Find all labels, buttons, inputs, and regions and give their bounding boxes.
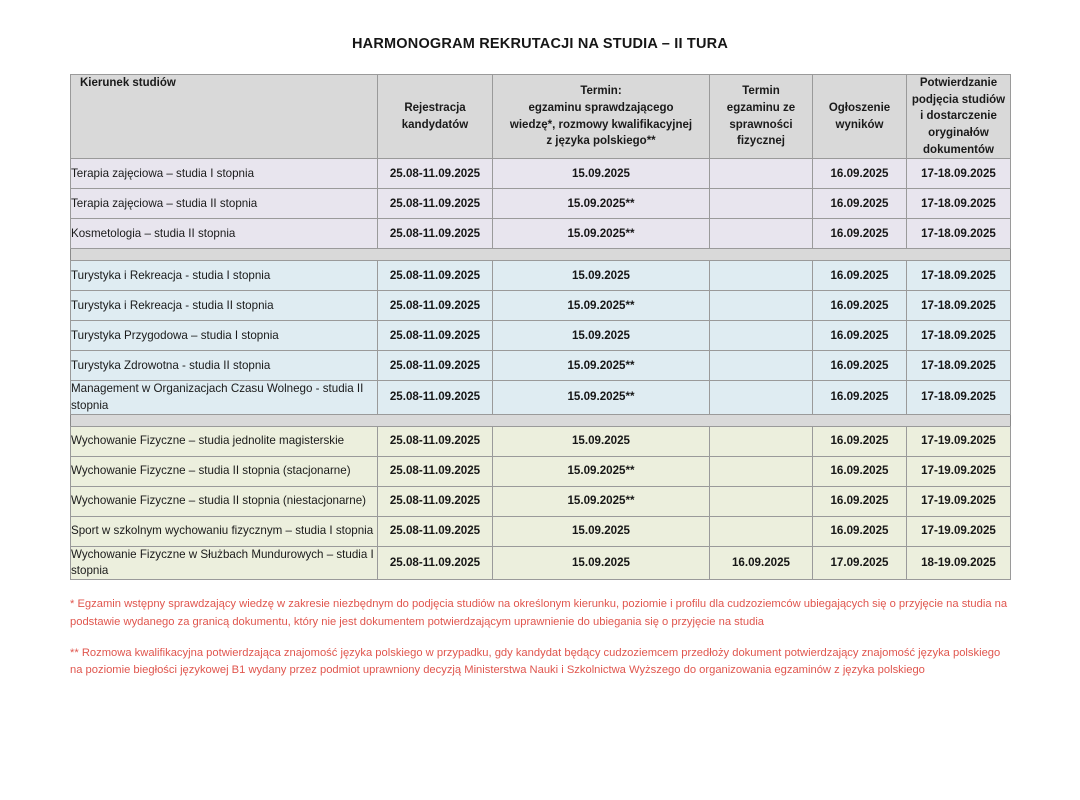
registration-dates: 25.08-11.09.2025 — [378, 516, 493, 546]
registration-dates: 25.08-11.09.2025 — [378, 456, 493, 486]
header-line: oryginałów — [928, 127, 989, 140]
confirmation-dates: 17-19.09.2025 — [907, 516, 1011, 546]
header-line: z języka polskiego** — [546, 135, 656, 148]
confirmation-dates: 18-19.09.2025 — [907, 546, 1011, 579]
table-row — [71, 381, 1011, 414]
header-line: Ogłoszenie — [828, 102, 891, 114]
confirmation-dates: 17-18.09.2025 — [907, 261, 1011, 291]
table-row — [71, 159, 1011, 189]
header-line: wyników — [835, 118, 884, 131]
results-date: 16.09.2025 — [813, 456, 907, 486]
group-separator-cell — [71, 414, 1011, 426]
exam-date: 15.09.2025 — [493, 261, 710, 291]
column-header-exam — [493, 75, 710, 159]
header-line: fizycznej — [737, 135, 785, 148]
fitness-exam-date — [710, 261, 813, 291]
fitness-exam-date: 16.09.2025 — [710, 546, 813, 579]
header-line: i dostarczenie — [920, 110, 997, 123]
exam-date: 15.09.2025** — [493, 381, 710, 414]
results-date: 16.09.2025 — [813, 516, 907, 546]
program-name: Terapia zajęciowa – studia II stopnia — [71, 189, 378, 219]
program-name: Sport w szkolnym wychowaniu fizycznym – studia I stopnia — [71, 516, 378, 546]
group-separator-row — [71, 249, 1011, 261]
program-name: Kosmetologia – studia II stopnia — [71, 219, 378, 249]
confirmation-dates: 17-18.09.2025 — [907, 159, 1011, 189]
exam-date: 15.09.2025** — [493, 486, 710, 516]
header-line: egzaminu ze — [726, 102, 796, 114]
registration-dates: 25.08-11.09.2025 — [378, 546, 493, 579]
program-name: Turystyka i Rekreacja - studia I stopnia — [71, 261, 378, 291]
results-date: 16.09.2025 — [813, 159, 907, 189]
program-name: Wychowanie Fizyczne w Służbach Mundurowych – studia I stopnia — [71, 546, 378, 579]
exam-date: 15.09.2025 — [493, 426, 710, 456]
group-separator-cell — [71, 249, 1011, 261]
registration-dates: 25.08-11.09.2025 — [378, 381, 493, 414]
table-row — [71, 291, 1011, 321]
exam-date: 15.09.2025** — [493, 456, 710, 486]
program-name: Turystyka i Rekreacja - studia II stopnia — [71, 291, 378, 321]
document-page — [0, 36, 1080, 800]
table-row — [71, 516, 1011, 546]
confirmation-dates: 17-18.09.2025 — [907, 219, 1011, 249]
confirmation-dates: 17-18.09.2025 — [907, 189, 1011, 219]
table-row — [71, 321, 1011, 351]
program-name: Terapia zajęciowa – studia I stopnia — [71, 159, 378, 189]
fitness-exam-date — [710, 219, 813, 249]
recruitment-schedule-table — [70, 74, 1011, 580]
header-line: Termin: — [580, 85, 622, 98]
registration-dates: 25.08-11.09.2025 — [378, 291, 493, 321]
footnote-double-asterisk: ** Rozmowa kwalifikacyjna potwierdzająca znajomość języka polskiego w przypadku, gdy kandydat będący cudzoziemcem przedłoży dokument potwierdzający znajomość języka polskiego na poziomie biegłości językowej B1 wydany przez podmiot uprawniony decyzją Ministerstwa Nauki i Szkolnictwa Wyższego do organizowania egzaminów z języka polskiego — [70, 646, 1001, 677]
fitness-exam-date — [710, 159, 813, 189]
exam-date: 15.09.2025 — [493, 516, 710, 546]
header-line: Termin — [742, 85, 780, 98]
table-header — [71, 75, 1011, 159]
exam-date: 15.09.2025 — [493, 321, 710, 351]
results-date: 16.09.2025 — [813, 351, 907, 381]
results-date: 16.09.2025 — [813, 261, 907, 291]
table-body — [71, 159, 1011, 580]
results-date: 16.09.2025 — [813, 291, 907, 321]
program-name: Wychowanie Fizyczne – studia II stopnia (stacjonarne) — [71, 456, 378, 486]
confirmation-dates: 17-19.09.2025 — [907, 486, 1011, 516]
header-line: dokumentów — [923, 143, 994, 156]
program-name: Turystyka Przygodowa – studia I stopnia — [71, 321, 378, 351]
column-header-program: Kierunek studiów — [71, 75, 378, 159]
column-header-results — [813, 75, 907, 159]
column-header-confirmation — [907, 75, 1011, 159]
results-date: 16.09.2025 — [813, 381, 907, 414]
registration-dates: 25.08-11.09.2025 — [378, 351, 493, 381]
confirmation-dates: 17-19.09.2025 — [907, 426, 1011, 456]
footnotes — [70, 596, 1010, 679]
footnote-single-asterisk: * Egzamin wstępny sprawdzający wiedzę w zakresie niezbędnym do podjęcia studiów na określonym kierunku, poziomie i profilu dla cudzoziemców ubiegających się o przyjęcie na studia na podstawie wydanego za granicą dokumentu, który nie jest dokumentem potwierdzającym uprawnienie do ubiegania się o przyjęcie na studia — [70, 598, 1008, 628]
header-line: egzaminu sprawdzającego — [528, 102, 674, 114]
header-line: Rejestracja — [404, 102, 466, 114]
column-header-fitness-exam — [710, 75, 813, 159]
table-row — [71, 219, 1011, 249]
confirmation-dates: 17-19.09.2025 — [907, 456, 1011, 486]
registration-dates: 25.08-11.09.2025 — [378, 159, 493, 189]
confirmation-dates: 17-18.09.2025 — [907, 381, 1011, 414]
table-row — [71, 189, 1011, 219]
registration-dates: 25.08-11.09.2025 — [378, 426, 493, 456]
exam-date: 15.09.2025** — [493, 291, 710, 321]
confirmation-dates: 17-18.09.2025 — [907, 321, 1011, 351]
fitness-exam-date — [710, 321, 813, 351]
confirmation-dates: 17-18.09.2025 — [907, 351, 1011, 381]
registration-dates: 25.08-11.09.2025 — [378, 219, 493, 249]
table-row — [71, 351, 1011, 381]
fitness-exam-date — [710, 189, 813, 219]
program-name: Wychowanie Fizyczne – studia II stopnia (niestacjonarne) — [71, 486, 378, 516]
header-line: Potwierdzanie — [919, 77, 998, 89]
results-date: 16.09.2025 — [813, 426, 907, 456]
results-date: 16.09.2025 — [813, 486, 907, 516]
table-row — [71, 261, 1011, 291]
schedule-table-container — [70, 74, 1010, 580]
fitness-exam-date — [710, 351, 813, 381]
exam-date: 15.09.2025** — [493, 219, 710, 249]
results-date: 16.09.2025 — [813, 189, 907, 219]
program-name: Turystyka Zdrowotna - studia II stopnia — [71, 351, 378, 381]
header-line: sprawności — [729, 118, 793, 131]
exam-date: 15.09.2025** — [493, 351, 710, 381]
column-header-registration — [378, 75, 493, 159]
table-row — [71, 486, 1011, 516]
header-line: wiedzę*, rozmowy kwalifikacyjnej — [509, 118, 693, 131]
fitness-exam-date — [710, 426, 813, 456]
fitness-exam-date — [710, 516, 813, 546]
fitness-exam-date — [710, 381, 813, 414]
registration-dates: 25.08-11.09.2025 — [378, 321, 493, 351]
registration-dates: 25.08-11.09.2025 — [378, 261, 493, 291]
fitness-exam-date — [710, 456, 813, 486]
header-line: kandydatów — [401, 118, 469, 131]
results-date: 16.09.2025 — [813, 219, 907, 249]
exam-date: 15.09.2025 — [493, 159, 710, 189]
program-name: Wychowanie Fizyczne – studia jednolite magisterskie — [71, 426, 378, 456]
group-separator-row — [71, 414, 1011, 426]
exam-date: 15.09.2025 — [493, 546, 710, 579]
program-name: Management w Organizacjach Czasu Wolnego - studia II stopnia — [71, 381, 378, 414]
results-date: 16.09.2025 — [813, 321, 907, 351]
table-row — [71, 426, 1011, 456]
header-line: podjęcia studiów — [911, 93, 1006, 106]
table-header-row — [71, 75, 1011, 159]
table-row — [71, 456, 1011, 486]
fitness-exam-date — [710, 291, 813, 321]
exam-date: 15.09.2025** — [493, 189, 710, 219]
page-title: HARMONOGRAM REKRUTACJI NA STUDIA – II TURA — [352, 36, 728, 52]
table-row — [71, 546, 1011, 579]
results-date: 17.09.2025 — [813, 546, 907, 579]
fitness-exam-date — [710, 486, 813, 516]
confirmation-dates: 17-18.09.2025 — [907, 291, 1011, 321]
registration-dates: 25.08-11.09.2025 — [378, 486, 493, 516]
registration-dates: 25.08-11.09.2025 — [378, 189, 493, 219]
